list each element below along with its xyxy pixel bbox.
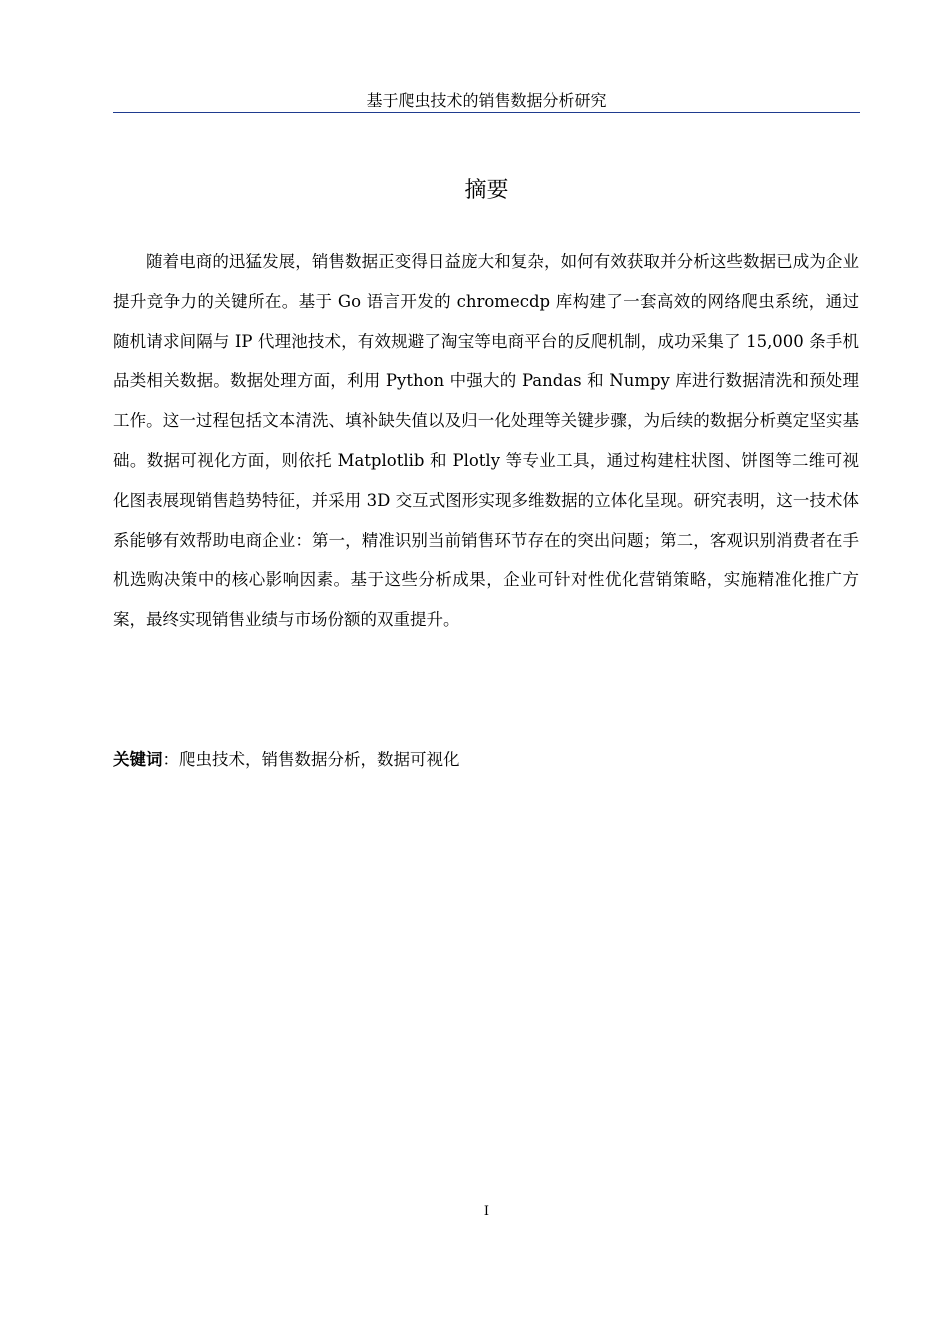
running-header-title: 基于爬虫技术的销售数据分析研究 [366,91,607,110]
keywords-line [113,745,860,775]
running-header [113,90,860,113]
keywords-value: 爬虫技术，销售数据分析，数据可视化 [179,750,460,769]
keywords-label: 关键词 [113,750,163,769]
abstract-body: 随着电商的迅猛发展，销售数据正变得日益庞大和复杂，如何有效获取并分析这些数据已成为企业提升竞争力的关键所在。基于 Go 语言开发的 chromecdp 库构建了一套高效的网络爬虫系统，通过随机请求间隔与 IP 代理池技术，有效规避了淘宝等电商平台的反爬机制，成功采集了 15,000 条手机品类相关数据。数据处理方面，利用 Python 中强大的 Pandas 和 Numpy 库进行数据清洗和预处理工作。这一过程包括文本清洗、填补缺失值以及归一化处理等关键步骤，为后续的数据分析奠定坚实基础。数据可视化方面，则依托 Matplotlib 和 Plotly 等专业工具，通过构建柱状图、饼图等二维可视化图表展现销售趋势特征，并采用 3D 交互式图形实现多维数据的立体化呈现。研究表明，这一技术体系能够有效帮助电商企业：第一，精准识别当前销售环节存在的突出问题；第二，客观识别消费者在手机选购决策中的核心影响因素。基于这些分析成果，企业可针对性优化营销策略，实施精准化推广方案，最终实现销售业绩与市场份额的双重提升。 [113,252,859,630]
abstract-heading: 摘要 [464,178,509,203]
keywords-separator: ： [162,750,179,769]
page-number: I [483,1204,490,1219]
